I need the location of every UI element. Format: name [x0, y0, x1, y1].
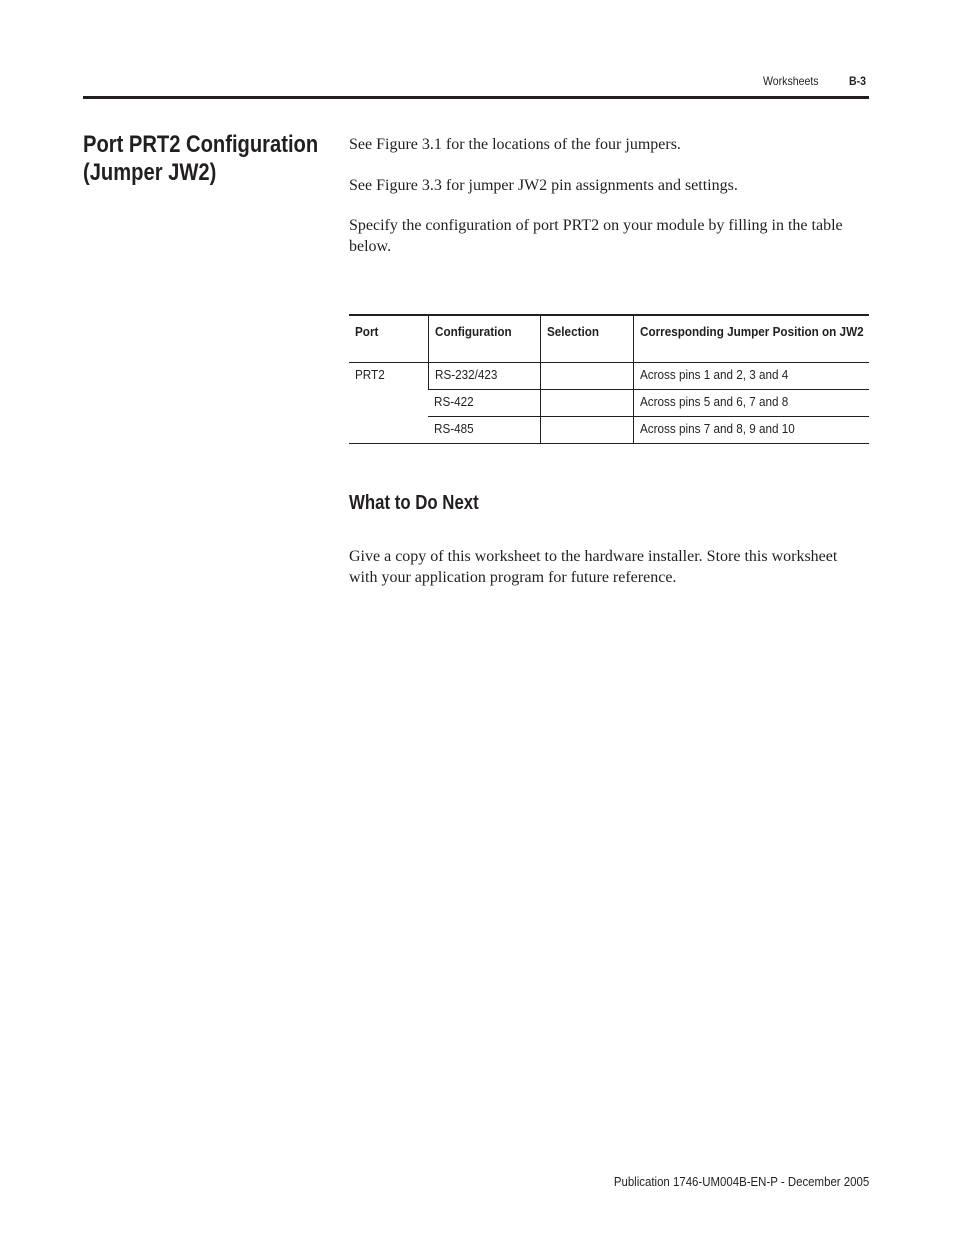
jumper-config-table [349, 314, 869, 444]
paragraph-figure-3-3: See Figure 3.3 for jumper JW2 pin assignments and settings. [349, 177, 738, 194]
section-title-line-2: (Jumper JW2) [83, 159, 217, 186]
selection-cell[interactable] [540, 416, 633, 443]
publication-footer: Publication 1746-UM004B-EN-P - December 2005 [613, 1174, 869, 1189]
column-header-port: Port [355, 324, 379, 339]
configuration-cell: RS-422 [428, 389, 540, 416]
column-header-selection: Selection [540, 315, 633, 362]
header-divider [83, 96, 869, 99]
paragraph-specify-config: Specify the configuration of port PRT2 on your module by filling in the table below. [349, 217, 843, 255]
table-header-row [349, 315, 869, 362]
paragraph-figure-3-1: See Figure 3.1 for the locations of the four jumpers. [349, 136, 681, 153]
configuration-cell: RS-232/423 [428, 362, 540, 389]
column-header-jumper-position: Corresponding Jumper Position on JW2 [633, 315, 869, 362]
port-cell: PRT2 [355, 366, 385, 382]
selection-cell[interactable] [540, 389, 633, 416]
table-row [349, 362, 869, 389]
column-header-configuration: Configuration [428, 315, 540, 362]
running-header-section: Worksheets [763, 74, 819, 88]
section-title [83, 131, 335, 187]
jumper-position-cell: Across pins 1 and 2, 3 and 4 [633, 362, 869, 389]
paragraph-what-to-do-next: Give a copy of this worksheet to the hardware installer. Store this worksheet with your application program for future reference. [349, 548, 838, 586]
jumper-position-cell: Across pins 5 and 6, 7 and 8 [633, 389, 869, 416]
page-number: B-3 [849, 74, 867, 88]
subsection-title: What to Do Next [349, 492, 479, 514]
configuration-cell: RS-485 [428, 416, 540, 443]
selection-cell[interactable] [540, 362, 633, 389]
section-title-line-1: Port PRT2 Configuration [83, 131, 319, 158]
jumper-position-cell: Across pins 7 and 8, 9 and 10 [633, 416, 869, 443]
